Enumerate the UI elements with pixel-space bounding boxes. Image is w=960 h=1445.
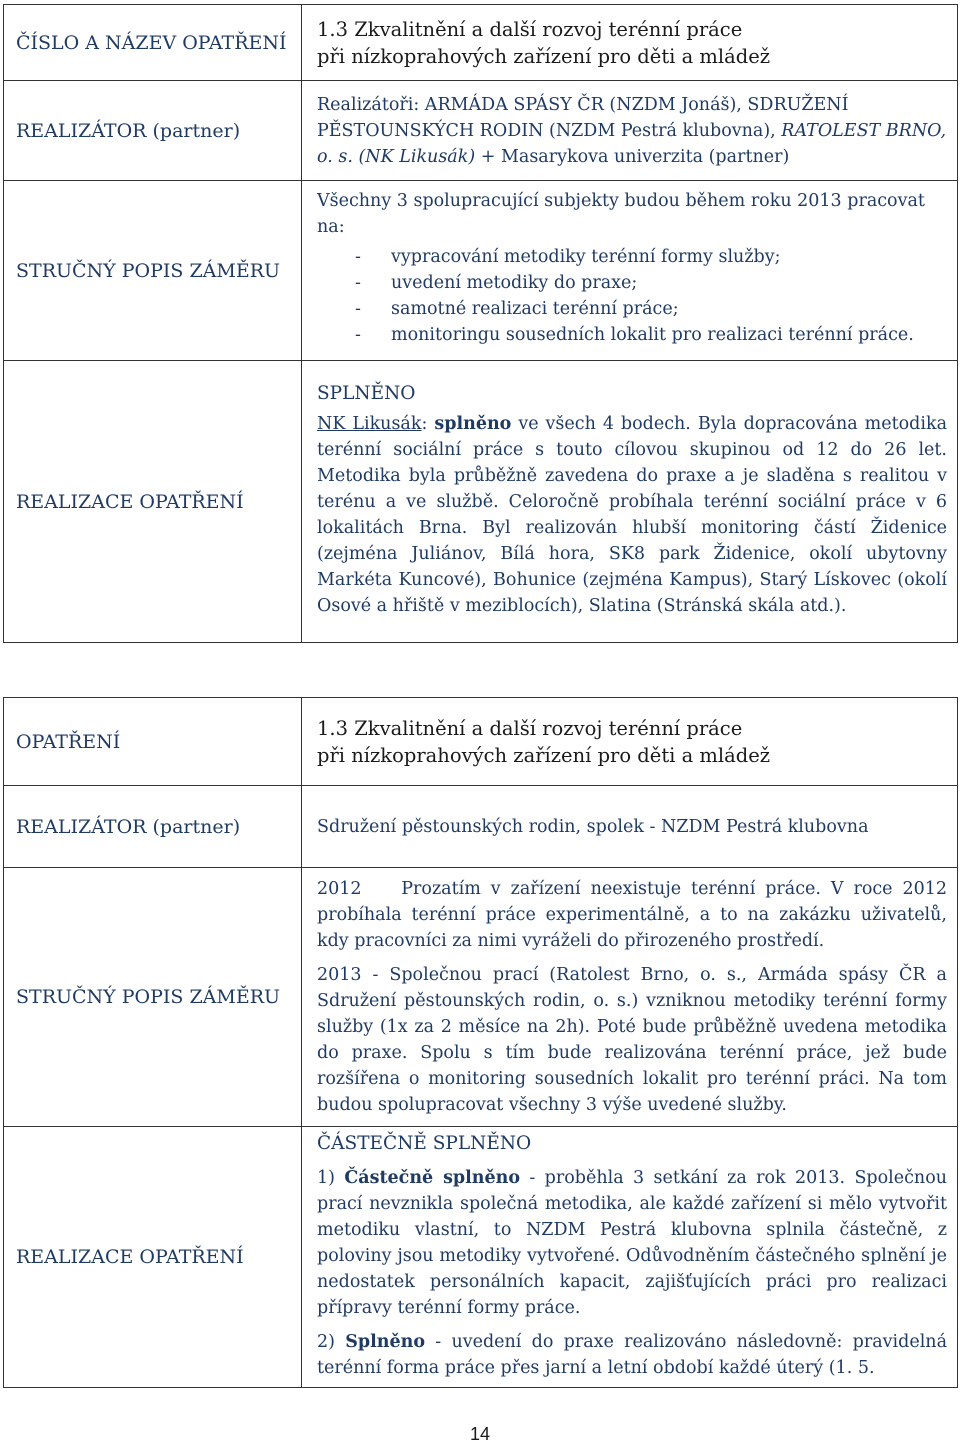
implementer-text-italic: RATOLEST BRNO, o. s. (NK Likusák) [317,120,947,167]
label-implementer-text: REALIZÁTOR [16,119,147,142]
label-implementer [4,81,302,181]
measure-title-cell [302,698,958,786]
realization-bold: splněno [434,413,512,434]
label-number-name-text: ČÍSLO A NÁZEV OPATŘENÍ [16,31,287,54]
implementer-text: Sdružení pěstounských rodin, spolek - NZDM Pestrá klubovna [317,816,869,837]
list-item: - vypracování metodiky terénní formy služby; [355,244,947,270]
realization-cell [302,1127,958,1388]
label-measure [4,698,302,786]
label-realization-text: REALIZACE OPATŘENÍ [16,1246,244,1268]
realization-body: ve všech 4 bodech. Byla dopracována metodika terénní sociální práce s touto cílovou skupinou od 12 do 26 let. Metodika byla průběžně zavedena do praxe a je sladěna s realitou v terénu a ve službě. Celoročně probíhala terénní sociální práce v 6 lokalitách Brna. Byl realizován hlubší monitoring částí Židenice (zejména Juliánov, Bílá hora, SK8 park Židenice, okolí ubytovny Markéta Kuncové), Bohunice (zejména Kampus), Starý Lískovec (okolí Osové a hřiště v meziblocích), Slatina (Stránská skála atd.). [317,413,948,616]
realization-item-2-text: - uvedení do praxe realizováno následovně: pravidelná terénní forma práce přes jarní a letní období každé úterý (1. 5. [317,1332,948,1378]
list-item: - samotné realizaci terénní práce; [355,296,947,322]
realization-item-2-bold: Splněno [345,1332,426,1352]
label-realization [4,1127,302,1388]
description-paragraph-2012: 2012 Prozatím v zařízení neexistuje terénní práce. V roce 2012 probíhala terénní práce experimentálně, a to na zakázku uživatelů, kdy pracovníci za nimi vyráželi do přirozeného prostředí. [317,879,953,951]
measure-title-line2: při nízkoprahových zařízení pro děti a mládež [317,44,771,68]
measure-title-line1: 1.3 Zkvalitnění a další rozvoj terénní práce [317,17,743,41]
list-item: - uvedení metodiky do praxe; [355,270,947,296]
label-description-text: STRUČNÝ POPIS ZÁMĚRU [16,986,281,1008]
description-intro: Všechny 3 spolupracující subjekty budou během roku 2013 pracovat na: [317,190,925,237]
label-description-text: STRUČNÝ POPIS ZÁMĚRU [16,259,281,282]
realization-colon: : [421,413,435,434]
label-realization [4,361,302,643]
measure-title-cell [302,5,958,81]
label-description [4,868,302,1127]
page-number: 14 [469,1424,491,1444]
description-list [317,244,947,348]
label-implementer [4,786,302,868]
measure-title-line1: 1.3 Zkvalitnění a další rozvoj terénní práce [317,716,743,740]
realization-item-1-prefix: 1) [317,1168,345,1188]
status-badge: ČÁSTEČNĚ SPLNĚNO [317,1133,532,1154]
label-measure-text: OPATŘENÍ [16,730,121,753]
realization-cell [302,361,958,643]
measure-title-line2: při nízkoprahových zařízení pro děti a mládež [317,743,771,767]
label-number-name [4,5,302,81]
realization-item-1-text: - proběhla 3 setkání za rok 2013. Společnou prací nevznikla společná metodika, ale každé zařízení si mělo vytvořit metodiku vlastní, to NZDM Pestrá klubovna splnila částečně, z poloviny jsou metodiky vytvořené. Odůvodněním částečného splnění je nedostatek personálních kapacit, zajišťujících práci pro realizaci přípravy terénní formy práce. [317,1168,948,1318]
realization-item-2 [317,1329,947,1381]
realization-item-2-prefix: 2) [317,1332,346,1352]
realization-item-1 [317,1165,947,1321]
implementer-cell [302,81,958,181]
label-implementer-text: REALIZÁTOR [16,815,147,838]
implementer-text [317,92,947,170]
measure-table-2 [3,697,958,1388]
label-partner-text: (partner) [152,119,241,142]
list-item: - monitoringu sousedních lokalit pro realizaci terénní práce. [355,322,947,348]
realization-text [317,411,947,619]
realization-item-1-bold: Částečně splněno [344,1168,521,1188]
realization-org: NK Likusák [317,413,422,434]
description-cell [302,181,958,361]
status-badge: SPLNĚNO [317,382,416,404]
label-description [4,181,302,361]
measure-table-1 [3,4,958,643]
description-paragraph-2013: 2013 - Společnou prací (Ratolest Brno, o. s., Armáda spásy ČR a Sdružení pěstounských rodin, o. s.) vzniknou metodiky terénní formy služby (1x za 2 měsíce na 2h). Poté bude průběžně uvedena metodika do praxe. Spolu s tím bude realizována terénní práce, jež bude rozšířena o monitoring sousedních lokalit pro terénní práci. Na tom budou spolupracovat všechny 3 výše uvedené služby. [317,965,947,1115]
description-cell [302,868,958,1127]
implementer-text-a: Realizátoři: ARMÁDA SPÁSY ČR (NZDM Jonáš), SDRUŽENÍ PĚSTOUNSKÝCH RODIN (NZDM Pestrá klubovna), [317,94,849,141]
implementer-text-b: + Masarykova univerzita (partner) [475,146,790,167]
label-partner-text: (partner) [152,815,241,838]
label-realization-text: REALIZACE OPATŘENÍ [16,490,244,513]
implementer-cell [302,786,958,868]
